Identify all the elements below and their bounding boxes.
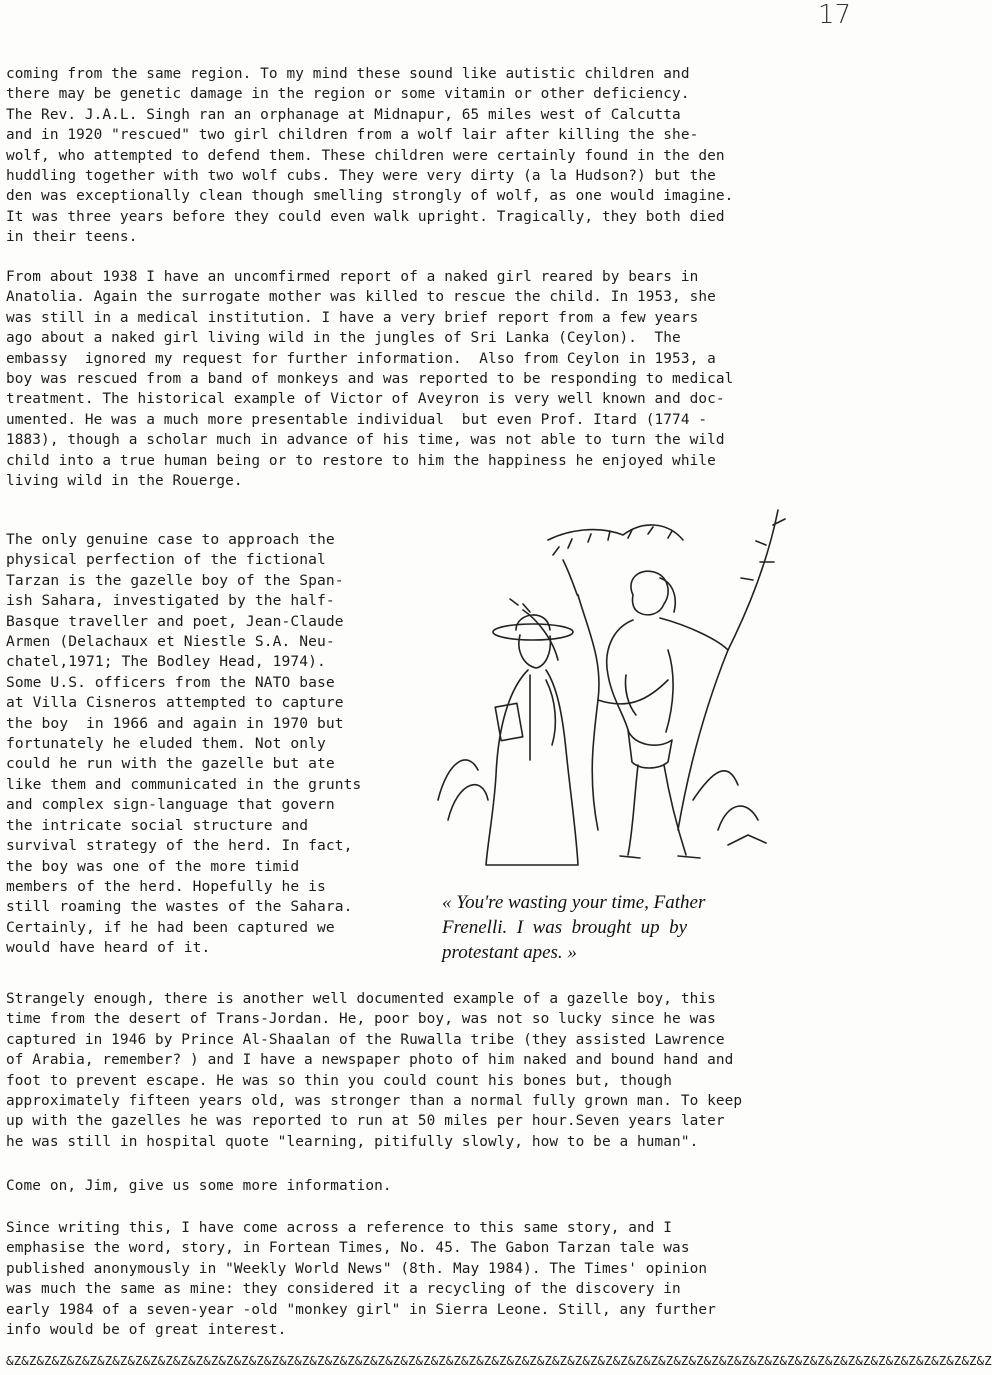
tree-drawing: [510, 525, 683, 830]
paragraph-trans-jordan: Strangely enough, there is another well documented example of a gazelle boy, this time from the desert of Trans-Jordan. He, poor boy, was not so lucky since he was captured in 1946 by Prince Al-Shaalan of the Ruwalla tribe (they assisted Lawrence of Arabia, remember? ) and I have a newspaper photo of him naked and bound hand and foot to prevent escape. He was so thin you could count his bones but, though approximately fifteen years old, was stronger than a normal fully grown man. To keep up with the gazelles he was reported to run at 50 miles per hour.Seven years later he was still in hospital quote "learning, pitifully slowly, how to be a human".: [6, 991, 743, 1150]
paragraph-bear-girl: From about 1938 I have an uncomfirmed report of a naked girl reared by bears in Anatolia. Again the surrogate mother was killed to rescue the child. In 1953, she was still in a medical institution. I have a very brief report from a few years ago about a naked girl living wild in the jungles of Sri Lanka (Ceylon). The embassy ignored my request for further information. Also from Ceylon in 1953, a boy was rescued from a band of monkeys and was reported to be responding to medical treatment. The historical example of Victor of Aveyron is very well known and doc- umented. He was a much more presentable individual but even Prof. Itard (1774 - 1883), though a scholar much in advance of his time, was not able to turn the wild child into a true human being or to restore to him the happiness he enjoyed while living wild in the Rouerge.: [6, 269, 734, 490]
cartoon-caption: « You're wasting your time, Father Frenelli. I was brought up by protestant apes. »: [442, 892, 706, 963]
vine-staff-drawing: [678, 510, 785, 830]
paragraph-since-writing: Since writing this, I have come across a reference to this same story, and I emphasise the word, story, in Fortean Times, No. 45. The Gabon Tarzan tale was published anonymously in "Weekly World News" (8th. May 1984). The Times' opinion was much the same as mine: they considered it a recycling of the discovery in early 1984 of a seven-year -old "monkey girl" in Sierra Leone. Still, any further info would be of great interest.: [6, 1220, 716, 1339]
separator-line: &Z&Z&Z&Z&Z&Z&Z&Z&Z&Z&Z&Z&Z&Z&Z&Z&Z&Z&Z&Z&Z&Z&Z&Z&Z&Z&Z&Z&Z&Z&Z&Z&Z&Z&Z&Z&Z&Z&Z&Z&Z&Z&Z&Z&Z&Z&Z&Z&Z&Z&Z&Z&Z&Z&Z&Z&Z&Z&Z&Z&Z&Z&Z&Z&Z: [6, 1353, 992, 1368]
priest-drawing: [486, 615, 578, 865]
plants-drawing: [438, 760, 766, 845]
paragraph-come-on-jim: Come on, Jim, give us some more information.: [6, 1178, 392, 1194]
paragraph-wolf-children: coming from the same region. To my mind these sound like autistic children and there may be genetic damage in the region or some vitamin or other deficiency. The Rev. J.A.L. Singh ran an orphanage at Midnapur, 65 miles west of Calcutta and in 1920 "rescued" two girl children from a wolf lair after killing the she- wolf, who attempted to defend them. These children were certainly found in the den huddling together with two wolf cubs. They were very dirty (a la Hudson?) but the den was exceptionally clean though smelling strongly of wolf, as one would imagine. It was three years before they could even walk upright. Tragically, they both died in their teens.: [6, 66, 734, 246]
paragraph-gazelle-boy-sahara: The only genuine case to approach the physical perfection of the fictional Tarzan is the gazelle boy of the Span- ish Sahara, investigated by the half- Basque traveller and poet, Jean-Claude Armen (Delachaux et Niestle S.A. Neu- chatel,1971; The Bodley Head, 1974). Some U.S. officers from the NATO base at Villa Cisneros attempted to capture the boy in 1966 and again in 1970 but fortunately he eluded them. Not only could he run with the gazelle but ate like them and communicated in the grunts and complex sign-language that govern the intricate social structure and survival strategy of the herd. In fact, the boy was one of the more timid members of the herd. Hopefully he is still roaming the wastes of the Sahara. Certainly, if he had been captured we would have heard of it.: [6, 531, 362, 957]
tarzan-drawing: [607, 571, 728, 858]
cartoon-illustration: [428, 500, 788, 880]
page-number: 17: [818, 0, 852, 30]
